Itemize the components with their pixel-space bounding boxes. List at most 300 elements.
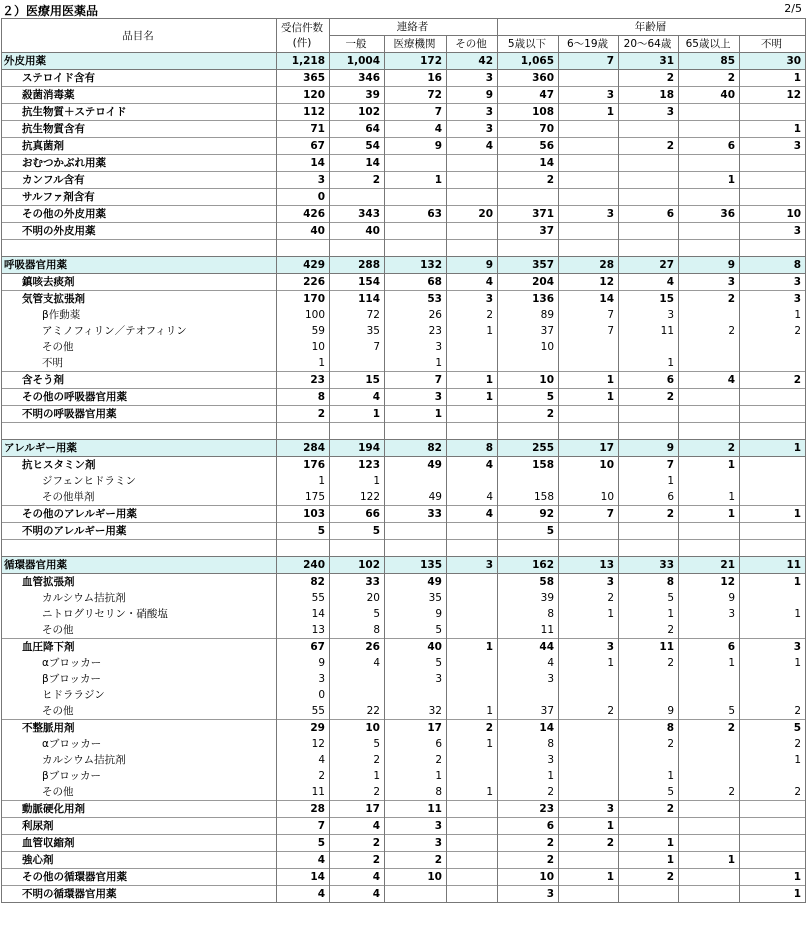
contact-medical-header: 医療機関 xyxy=(385,36,447,53)
row-value: 2 xyxy=(447,307,498,323)
row-value xyxy=(619,339,679,355)
table-row xyxy=(2,835,806,852)
row-value xyxy=(679,406,740,423)
row-value xyxy=(619,189,679,206)
row-value: 343 xyxy=(330,206,385,223)
row-value xyxy=(447,423,498,440)
row-value: 2 xyxy=(559,703,619,720)
row-value xyxy=(498,189,559,206)
table-row xyxy=(2,489,806,506)
row-value: 1 xyxy=(740,869,806,886)
row-value xyxy=(498,240,559,257)
row-value: 47 xyxy=(498,87,559,104)
row-value: 3 xyxy=(740,639,806,656)
row-value: 176 xyxy=(277,457,330,474)
row-value: 1 xyxy=(740,70,806,87)
row-value xyxy=(385,189,447,206)
row-value: 3 xyxy=(498,752,559,768)
row-value: 100 xyxy=(277,307,330,323)
row-value xyxy=(447,590,498,606)
row-value: 37 xyxy=(498,323,559,339)
row-value: 2 xyxy=(498,852,559,869)
row-value: 103 xyxy=(277,506,330,523)
table-row xyxy=(2,406,806,423)
row-value xyxy=(740,818,806,835)
row-value: 0 xyxy=(277,687,330,703)
row-value: 10 xyxy=(277,339,330,355)
row-value: 1 xyxy=(385,172,447,189)
row-value: 6 xyxy=(619,372,679,389)
row-value: 23 xyxy=(385,323,447,339)
row-value: 1 xyxy=(740,440,806,457)
table-row xyxy=(2,869,806,886)
row-name: ヒドララジン xyxy=(2,687,277,703)
row-value: 1 xyxy=(447,736,498,752)
row-value xyxy=(679,104,740,121)
row-value xyxy=(740,240,806,257)
row-value: 36 xyxy=(679,206,740,223)
row-value: 1 xyxy=(559,104,619,121)
row-value: 33 xyxy=(330,574,385,591)
row-value: 154 xyxy=(330,274,385,291)
row-value: 2 xyxy=(740,784,806,801)
row-value: 3 xyxy=(447,121,498,138)
row-value: 35 xyxy=(385,590,447,606)
row-value: 17 xyxy=(559,440,619,457)
row-value: 2 xyxy=(330,852,385,869)
row-value xyxy=(447,869,498,886)
table-row xyxy=(2,87,806,104)
row-value xyxy=(740,768,806,784)
row-value xyxy=(740,590,806,606)
row-value: 1 xyxy=(385,768,447,784)
row-name xyxy=(2,540,277,557)
row-value: 2 xyxy=(498,784,559,801)
item-header: 品目名 xyxy=(2,19,277,53)
row-value: 3 xyxy=(559,801,619,818)
row-value: 72 xyxy=(385,87,447,104)
row-value: 10 xyxy=(330,720,385,737)
row-value: 2 xyxy=(740,323,806,339)
row-value: 3 xyxy=(619,104,679,121)
row-value xyxy=(679,307,740,323)
row-value: 54 xyxy=(330,138,385,155)
row-value: 5 xyxy=(330,523,385,540)
row-value: 33 xyxy=(385,506,447,523)
row-value xyxy=(559,355,619,372)
row-value xyxy=(277,240,330,257)
row-value xyxy=(385,523,447,540)
row-value: 39 xyxy=(498,590,559,606)
contact-header: 連絡者 xyxy=(330,19,498,36)
row-value: 1 xyxy=(619,768,679,784)
row-value xyxy=(447,189,498,206)
row-value: 162 xyxy=(498,557,559,574)
row-value: 11 xyxy=(277,784,330,801)
row-value: 2 xyxy=(447,720,498,737)
table-row xyxy=(2,852,806,869)
row-value: 82 xyxy=(385,440,447,457)
row-value: 4 xyxy=(330,655,385,671)
row-name: その他単剤 xyxy=(2,489,277,506)
row-value: 3 xyxy=(619,307,679,323)
row-value: 1 xyxy=(619,606,679,622)
row-value: 44 xyxy=(498,639,559,656)
row-value: 4 xyxy=(385,121,447,138)
row-value: 8 xyxy=(498,736,559,752)
row-value xyxy=(619,752,679,768)
row-value xyxy=(679,473,740,489)
row-value: 39 xyxy=(330,87,385,104)
row-value: 10 xyxy=(385,869,447,886)
row-value: 5 xyxy=(330,736,385,752)
row-value: 2 xyxy=(277,406,330,423)
table-row xyxy=(2,768,806,784)
row-value: 1 xyxy=(385,406,447,423)
row-value: 20 xyxy=(447,206,498,223)
row-value: 89 xyxy=(498,307,559,323)
table-row xyxy=(2,886,806,903)
row-value xyxy=(447,655,498,671)
row-value: 3 xyxy=(447,557,498,574)
row-value xyxy=(447,523,498,540)
row-value: 172 xyxy=(385,53,447,70)
row-value: 17 xyxy=(330,801,385,818)
row-value: 4 xyxy=(330,886,385,903)
row-value: 56 xyxy=(498,138,559,155)
drug-inquiry-table xyxy=(1,18,806,903)
row-value: 102 xyxy=(330,104,385,121)
row-value xyxy=(447,574,498,591)
row-name: 不明の呼吸器官用薬 xyxy=(2,406,277,423)
row-name: 循環器官用薬 xyxy=(2,557,277,574)
row-name: サルファ剤含有 xyxy=(2,189,277,206)
row-name: 抗真菌剤 xyxy=(2,138,277,155)
row-value: 2 xyxy=(277,768,330,784)
row-name: その他の循環器官用薬 xyxy=(2,869,277,886)
row-value: 3 xyxy=(447,104,498,121)
row-name: 利尿剤 xyxy=(2,818,277,835)
row-value: 1 xyxy=(498,768,559,784)
row-value: 4 xyxy=(679,372,740,389)
row-name: カルシウム拮抗剤 xyxy=(2,752,277,768)
row-value: 2 xyxy=(679,720,740,737)
row-value xyxy=(559,223,619,240)
row-value xyxy=(559,240,619,257)
table-row xyxy=(2,372,806,389)
row-value: 10 xyxy=(498,339,559,355)
row-value: 1,218 xyxy=(277,53,330,70)
row-value xyxy=(559,423,619,440)
row-value: 11 xyxy=(498,622,559,639)
row-value: 1 xyxy=(330,406,385,423)
row-value: 2 xyxy=(740,703,806,720)
row-value: 5 xyxy=(679,703,740,720)
row-value xyxy=(679,240,740,257)
row-value xyxy=(447,886,498,903)
row-value: 33 xyxy=(619,557,679,574)
row-value: 18 xyxy=(619,87,679,104)
row-value: 1 xyxy=(679,852,740,869)
row-value: 13 xyxy=(277,622,330,639)
row-value: 1 xyxy=(559,869,619,886)
row-value xyxy=(447,835,498,852)
row-value xyxy=(619,523,679,540)
row-value: 3 xyxy=(447,291,498,308)
category-row xyxy=(2,53,806,70)
row-value xyxy=(559,736,619,752)
row-value: 1 xyxy=(330,768,385,784)
row-value: 14 xyxy=(277,869,330,886)
row-value: 158 xyxy=(498,457,559,474)
row-value: 3 xyxy=(740,223,806,240)
row-value: 122 xyxy=(330,489,385,506)
row-value: 4 xyxy=(619,274,679,291)
row-name: 不明 xyxy=(2,355,277,372)
row-value: 1 xyxy=(559,389,619,406)
row-value xyxy=(679,155,740,172)
row-value xyxy=(447,355,498,372)
row-value xyxy=(619,121,679,138)
row-value: 1 xyxy=(447,389,498,406)
row-value: 10 xyxy=(498,869,559,886)
row-value: 7 xyxy=(277,818,330,835)
row-value: 14 xyxy=(559,291,619,308)
row-value xyxy=(447,473,498,489)
row-value: 31 xyxy=(619,53,679,70)
row-value: 7 xyxy=(559,323,619,339)
table-row xyxy=(2,574,806,591)
row-value: 1 xyxy=(330,473,385,489)
row-value xyxy=(447,687,498,703)
row-value: 1 xyxy=(447,784,498,801)
row-name: 動脈硬化用剤 xyxy=(2,801,277,818)
row-value xyxy=(447,223,498,240)
row-value: 204 xyxy=(498,274,559,291)
row-value: 2 xyxy=(679,440,740,457)
row-value: 21 xyxy=(679,557,740,574)
row-value: 4 xyxy=(330,818,385,835)
row-value: 1 xyxy=(619,355,679,372)
row-value: 37 xyxy=(498,703,559,720)
row-value: 55 xyxy=(277,590,330,606)
row-value: 32 xyxy=(385,703,447,720)
row-value xyxy=(619,423,679,440)
row-value: 14 xyxy=(277,606,330,622)
row-name: カンフル含有 xyxy=(2,172,277,189)
row-name: おむつかぶれ用薬 xyxy=(2,155,277,172)
row-value: 72 xyxy=(330,307,385,323)
row-value xyxy=(559,886,619,903)
row-value: 8 xyxy=(619,574,679,591)
row-value: 9 xyxy=(385,138,447,155)
row-name xyxy=(2,240,277,257)
row-value: 1 xyxy=(559,655,619,671)
row-value: 429 xyxy=(277,257,330,274)
row-value: 15 xyxy=(619,291,679,308)
table-row xyxy=(2,606,806,622)
row-value: 3 xyxy=(498,671,559,687)
category-row xyxy=(2,440,806,457)
row-value: 3 xyxy=(559,574,619,591)
row-name: その他のアレルギー用薬 xyxy=(2,506,277,523)
row-value: 1 xyxy=(447,639,498,656)
age-header: 年齢層 xyxy=(498,19,806,36)
row-value: 16 xyxy=(385,70,447,87)
row-value: 10 xyxy=(559,489,619,506)
row-value xyxy=(740,671,806,687)
row-name: 抗生物質＋ステロイド xyxy=(2,104,277,121)
row-name: アレルギー用薬 xyxy=(2,440,277,457)
table-row xyxy=(2,801,806,818)
row-value: 4 xyxy=(277,852,330,869)
row-value: 7 xyxy=(559,53,619,70)
row-value: 58 xyxy=(498,574,559,591)
row-value xyxy=(559,622,619,639)
row-value xyxy=(385,240,447,257)
row-name: 不整脈用剤 xyxy=(2,720,277,737)
row-value: 7 xyxy=(385,372,447,389)
row-value: 132 xyxy=(385,257,447,274)
row-value: 1 xyxy=(740,574,806,591)
row-value: 1 xyxy=(740,307,806,323)
row-value xyxy=(559,70,619,87)
row-value xyxy=(679,835,740,852)
total-header xyxy=(277,19,330,53)
row-value: 1 xyxy=(619,835,679,852)
row-value: 1 xyxy=(679,655,740,671)
row-value: 360 xyxy=(498,70,559,87)
row-value: 2 xyxy=(679,291,740,308)
category-row xyxy=(2,557,806,574)
row-name: 抗生物質含有 xyxy=(2,121,277,138)
row-name: 外皮用薬 xyxy=(2,53,277,70)
row-value: 28 xyxy=(277,801,330,818)
row-value: 37 xyxy=(498,223,559,240)
row-value xyxy=(330,687,385,703)
table-row xyxy=(2,818,806,835)
row-value: 40 xyxy=(385,639,447,656)
row-value xyxy=(498,473,559,489)
row-value: 12 xyxy=(740,87,806,104)
row-value: 17 xyxy=(385,720,447,737)
row-value: 3 xyxy=(277,671,330,687)
row-value: 9 xyxy=(679,590,740,606)
row-value xyxy=(385,886,447,903)
row-value xyxy=(559,172,619,189)
row-value xyxy=(679,736,740,752)
row-value: 1,004 xyxy=(330,53,385,70)
row-value xyxy=(740,852,806,869)
row-value: 2 xyxy=(740,372,806,389)
row-name: 不明の外皮用薬 xyxy=(2,223,277,240)
row-value xyxy=(498,687,559,703)
table-row xyxy=(2,752,806,768)
table-row xyxy=(2,155,806,172)
row-value: 23 xyxy=(277,372,330,389)
row-value: 9 xyxy=(679,257,740,274)
row-value: 108 xyxy=(498,104,559,121)
row-value xyxy=(447,852,498,869)
row-value: 1 xyxy=(559,372,619,389)
row-value: 3 xyxy=(385,339,447,355)
row-value xyxy=(559,540,619,557)
table-row xyxy=(2,206,806,223)
row-name: 血圧降下剤 xyxy=(2,639,277,656)
row-value: 40 xyxy=(679,87,740,104)
row-value: 82 xyxy=(277,574,330,591)
age-20-64-header: 20～64歳 xyxy=(619,36,679,53)
row-name: 気管支拡張剤 xyxy=(2,291,277,308)
row-value xyxy=(559,121,619,138)
row-value xyxy=(679,687,740,703)
total-header-top: 受信件数 xyxy=(281,21,323,34)
row-value xyxy=(740,687,806,703)
row-name: ステロイド含有 xyxy=(2,70,277,87)
row-name: 含そう剤 xyxy=(2,372,277,389)
row-value xyxy=(619,240,679,257)
row-value xyxy=(559,784,619,801)
row-value: 5 xyxy=(385,622,447,639)
row-value xyxy=(679,339,740,355)
row-value xyxy=(447,155,498,172)
row-value: 53 xyxy=(385,291,447,308)
row-value: 2 xyxy=(619,70,679,87)
row-value: 8 xyxy=(330,622,385,639)
page-header xyxy=(0,0,806,18)
row-value: 120 xyxy=(277,87,330,104)
table-row xyxy=(2,703,806,720)
row-value: 2 xyxy=(740,736,806,752)
row-value xyxy=(277,423,330,440)
row-value xyxy=(559,473,619,489)
row-value xyxy=(447,406,498,423)
row-value xyxy=(679,540,740,557)
row-value: 3 xyxy=(385,835,447,852)
row-value: 14 xyxy=(498,720,559,737)
row-value xyxy=(740,622,806,639)
row-value: 4 xyxy=(447,274,498,291)
row-value: 1 xyxy=(447,703,498,720)
row-value: 64 xyxy=(330,121,385,138)
row-value: 5 xyxy=(498,523,559,540)
row-value: 12 xyxy=(559,274,619,291)
table-row xyxy=(2,121,806,138)
row-value: 226 xyxy=(277,274,330,291)
row-value: 1 xyxy=(679,457,740,474)
age-unknown-header: 不明 xyxy=(740,36,806,53)
row-value: 365 xyxy=(277,70,330,87)
table-row xyxy=(2,172,806,189)
row-value: 9 xyxy=(619,440,679,457)
row-value: 10 xyxy=(559,457,619,474)
row-value: 7 xyxy=(619,457,679,474)
row-value: 194 xyxy=(330,440,385,457)
row-value: 288 xyxy=(330,257,385,274)
row-value xyxy=(740,104,806,121)
row-name: 抗ヒスタミン剤 xyxy=(2,457,277,474)
row-value xyxy=(740,523,806,540)
row-value: 6 xyxy=(385,736,447,752)
row-value: 5 xyxy=(330,606,385,622)
table-row xyxy=(2,223,806,240)
row-value: 1 xyxy=(277,473,330,489)
row-value: 55 xyxy=(277,703,330,720)
row-value: 14 xyxy=(498,155,559,172)
row-value: 5 xyxy=(740,720,806,737)
spacer-row xyxy=(2,423,806,440)
row-value xyxy=(447,240,498,257)
